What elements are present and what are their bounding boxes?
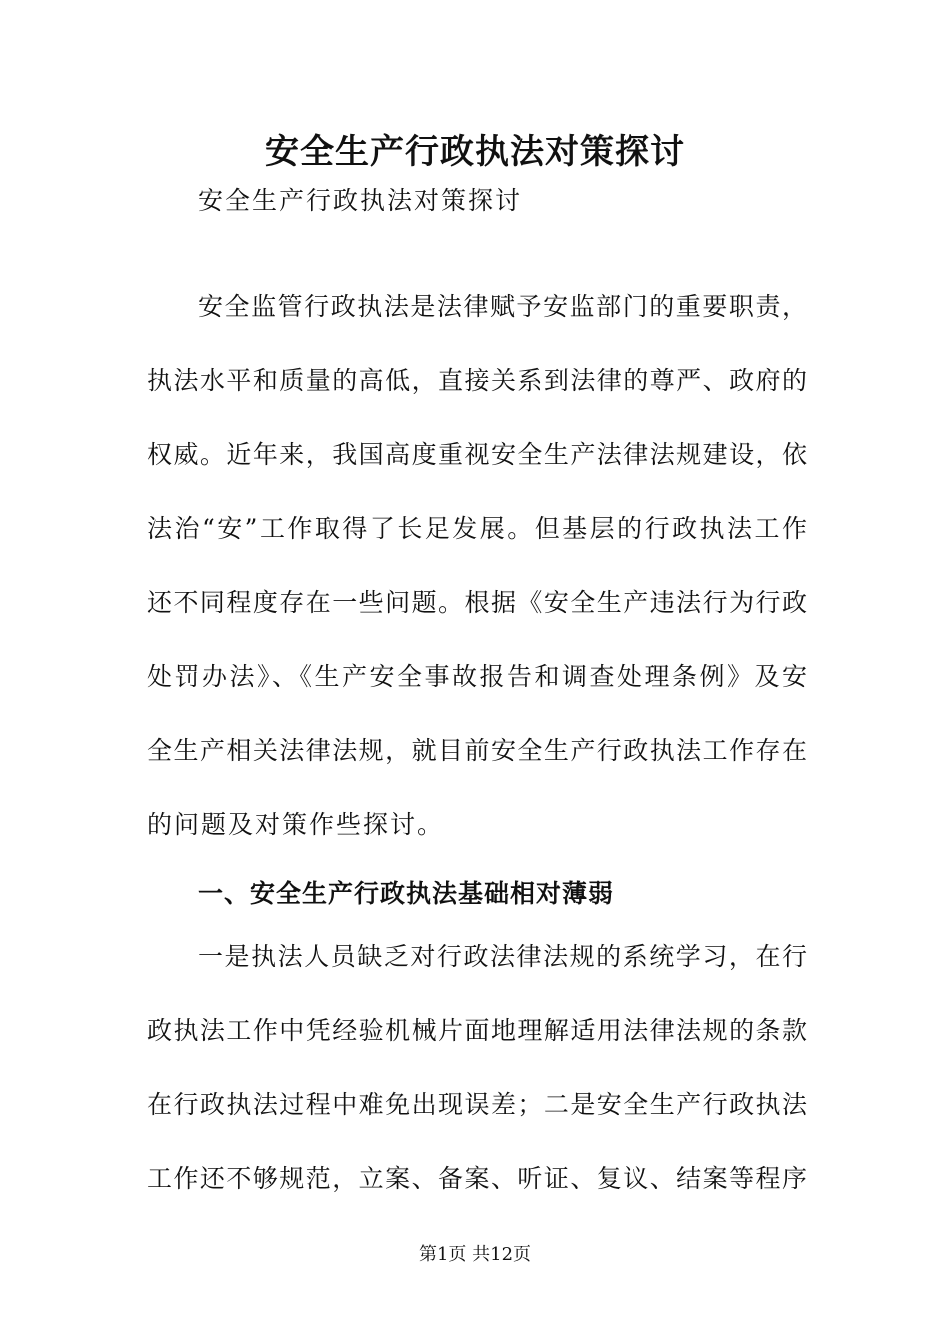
- paragraph-1-line-1: 安全监管行政执法是法律赋予安监部门的重要职责，: [198, 292, 807, 321]
- document-subtitle: 安全生产行政执法对策探讨: [198, 186, 523, 215]
- paragraph-1-line-8: 的问题及对策作些探讨。: [147, 810, 445, 839]
- paragraph-2-line-4: 工作还不够规范，立案、备案、听证、复议、结案等程序: [147, 1164, 807, 1193]
- paragraph-1-line-3: 权威。近年来，我国高度重视安全生产法律法规建设，依: [147, 440, 807, 469]
- paragraph-2-line-2: 政执法工作中凭经验机械片面地理解适用法律法规的条款: [147, 1016, 807, 1045]
- page-number-footer: 第1页 共12页: [418, 1244, 532, 1265]
- paragraph-1-line-2: 执法水平和质量的高低，直接关系到法律的尊严、政府的: [147, 366, 807, 395]
- paragraph-1-line-5: 还不同程度存在一些问题。根据《安全生产违法行为行政: [147, 588, 807, 617]
- paragraph-2-line-1: 一是执法人员缺乏对行政法律法规的系统学习，在行: [198, 942, 807, 971]
- paragraph-2-line-3: 在行政执法过程中难免出现误差；二是安全生产行政执法: [147, 1090, 807, 1119]
- document-title: 安全生产行政执法对策探讨: [265, 132, 685, 172]
- paragraph-1-line-7: 全生产相关法律法规，就目前安全生产行政执法工作存在: [147, 736, 807, 765]
- paragraph-1-line-6: 处罚办法》、《生产安全事故报告和调查处理条例》及安: [147, 662, 807, 691]
- section-1-heading: 一、安全生产行政执法基础相对薄弱: [198, 879, 615, 908]
- paragraph-1-line-4: 法治“安”工作取得了长足发展。但基层的行政执法工作: [147, 514, 807, 543]
